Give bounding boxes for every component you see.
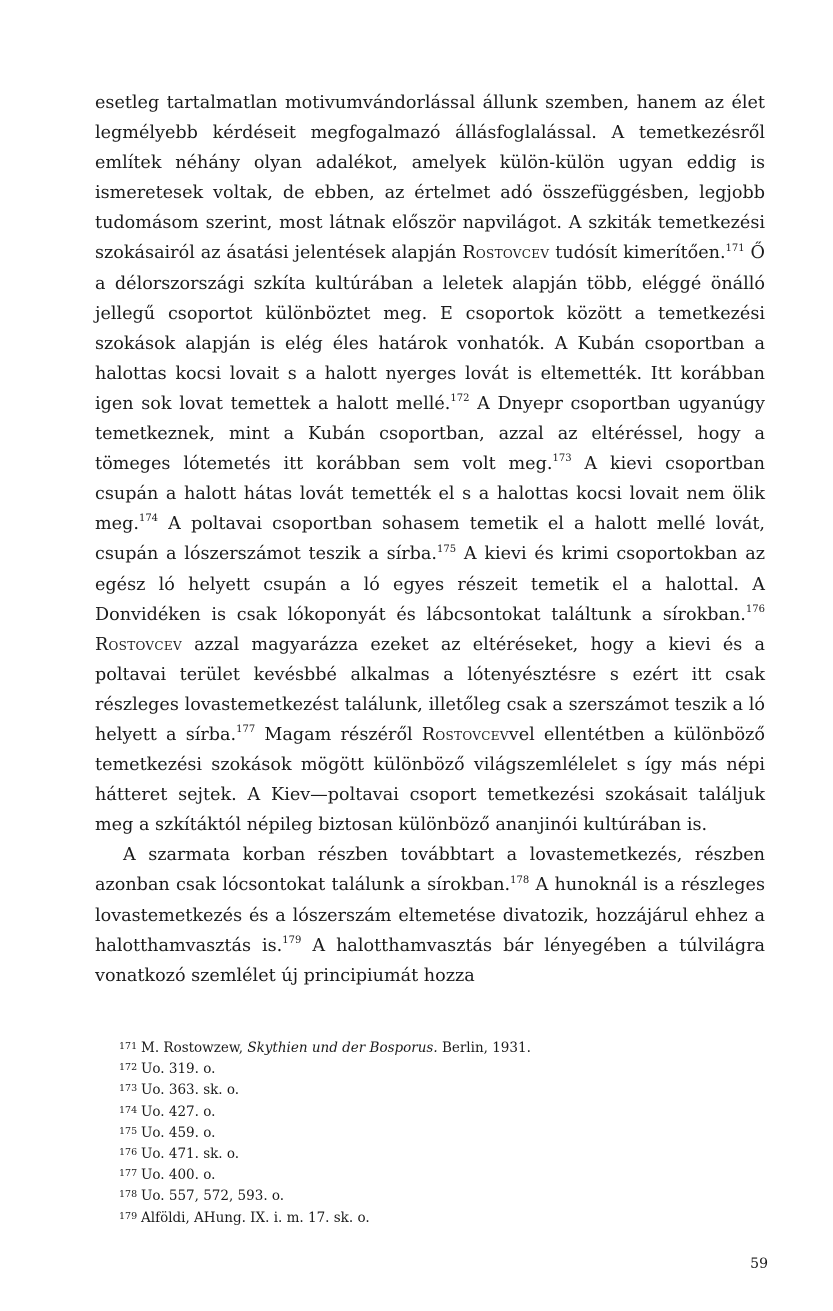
footnote-text: Uo. 557, 572, 593. o.: [141, 1188, 285, 1205]
footnote-text: Uo. 471. sk. o.: [141, 1146, 240, 1163]
footnote-ref: 172: [450, 393, 470, 405]
footnote-number: 179: [119, 1210, 138, 1222]
footnote-number: 171: [119, 1041, 138, 1052]
footnote-ref: 177: [236, 724, 256, 736]
text-run: Magam részéről: [255, 724, 422, 745]
footnote: [119, 1101, 759, 1122]
footnote-ref: 174: [138, 513, 159, 525]
footnote: [119, 1185, 759, 1206]
text-run: Ő a délorszországi szkíta kultúrában a leletek alapján több, eléggé önálló jellegű csoportot különböztet meg. E csoportok között a temetkezési szokások alapján is elég éles határok vonhatók. A Kubán csoportban a halottas kocsi lovait s a halott nyerges lovát is eltemették. Itt korábban igen sok lovat temettek a halott mellé.: [95, 243, 765, 414]
footnote: [119, 1122, 759, 1143]
footnote: [119, 1164, 759, 1185]
author-name: Rostovcev: [421, 724, 509, 745]
text-run: A szarmata korban részben továbbtart a lovastemetkezés, részben azonban csak lócsontokat találunk a sírokban.: [95, 845, 765, 896]
footnote: [119, 1207, 759, 1228]
footnote-text: Uo. 459. o.: [141, 1124, 216, 1141]
footnote-ref: 179: [282, 934, 302, 946]
page-number: 59: [750, 1256, 768, 1272]
author-name: Rostovcev: [462, 243, 550, 264]
text-run: A hunoknál is a részleges lovastemetkezés és a lószerszám eltemetése divatozik, hozzájárul ehhez a halotthamvasztás is.: [95, 875, 765, 956]
footnote-number: 172: [119, 1062, 138, 1074]
footnote-text: Uo. 400. o.: [141, 1167, 216, 1184]
body-text: [95, 88, 765, 991]
footnote-text: Alföldi, AHung. IX. i. m. 17. sk. o.: [141, 1209, 370, 1226]
footnote-ref: 178: [510, 874, 530, 886]
text-run: esetleg tartalmatlan motivumvándorlással állunk szemben, hanem az élet legmélyebb kérdéseit megfogalmazó állásfoglalással. A temetkezésről említek néhány olyan adalékot, amelyek külön-külön ugyan eddig is ismeretesek voltak, de ebben, az értelmet adó összefüggésben, legjobb tudomásom szerint, most látnak először napvilágot. A szkiták temetkezési szokásairól az ásatási jelentések alapján: [95, 93, 765, 264]
paragraph-1: [95, 88, 765, 840]
text-run: A Dnyepr csoportban ugyanúgy temetkeznek, mint a Kubán csoportban, azzal az eltéréssel, hogy a tömeges lótemetés itt korábban sem volt meg.: [95, 393, 765, 475]
footnote: [119, 1143, 759, 1164]
footnote-text: M. Rostowzew,: [141, 1040, 248, 1056]
footnote-text: Uo. 319. o.: [141, 1061, 216, 1078]
footnote-number: 175: [119, 1125, 138, 1137]
footnote: [119, 1037, 759, 1058]
footnotes: [119, 1037, 759, 1228]
footnote-number: 176: [119, 1147, 138, 1159]
author-name: Rostovcev: [95, 634, 182, 655]
text-run: A kievi csoportban csupán a halott hátas lovát temették el s a halottas kocsi lovait nem ölik meg.: [95, 454, 765, 535]
text-run: azzal magyarázza ezeket az eltéréseket, hogy a kievi és a poltavai terület kevésbbé alkalmas a lótenyésztésre s ezért itt csak részleges lovastemetkezést találunk, illetőleg csak a szerszámot teszik a ló helyett a sírba.: [95, 634, 765, 745]
footnote-text: Uo. 363. sk. o.: [141, 1082, 240, 1099]
footnote-title: Skythien und der Bosporus.: [247, 1040, 438, 1056]
footnote-ref: 171: [725, 242, 745, 254]
footnote-ref: 173: [552, 453, 572, 465]
text-run: A kievi és krimi csoportokban az egész ló helyett csupán a ló egyes részeit temetik el a halottal. A Donvidéken is csak lókoponyát és lábcsontokat találtunk a sírokban.: [95, 544, 765, 625]
text-run: vel ellentétben a különböző temetkezési szokások mögött különböző világszemlélelet s így más népi hátteret sejtek. A Kiev—poltavai csoport temetkezési szokásait találjuk meg a szkítáktól népileg biztosan különböző ananjinói kultúrában is.: [95, 724, 765, 836]
paragraph-2: [95, 840, 765, 990]
footnote-number: 177: [119, 1168, 138, 1180]
footnote-text: Uo. 427. o.: [141, 1103, 216, 1120]
footnote: [119, 1058, 759, 1079]
text-run: tudósít kimerítően.: [549, 243, 726, 264]
text-run: A poltavai csoportban sohasem temetik el a halott mellé lovát, csupán a lószerszámot teszik a sírba.: [95, 514, 765, 565]
footnote-number: 178: [119, 1189, 138, 1201]
text-run: A halotthamvasztás bár lényegében a túlvilágra vonatkozó szemlélet új principiumát hozza: [95, 935, 766, 986]
footnote-number: 174: [119, 1104, 138, 1116]
footnote-number: 173: [119, 1083, 138, 1095]
footnote-text: Berlin, 1931.: [437, 1040, 531, 1056]
footnote-ref: 176: [745, 603, 765, 615]
footnote-ref: 175: [437, 543, 457, 555]
footnote: [119, 1079, 759, 1100]
